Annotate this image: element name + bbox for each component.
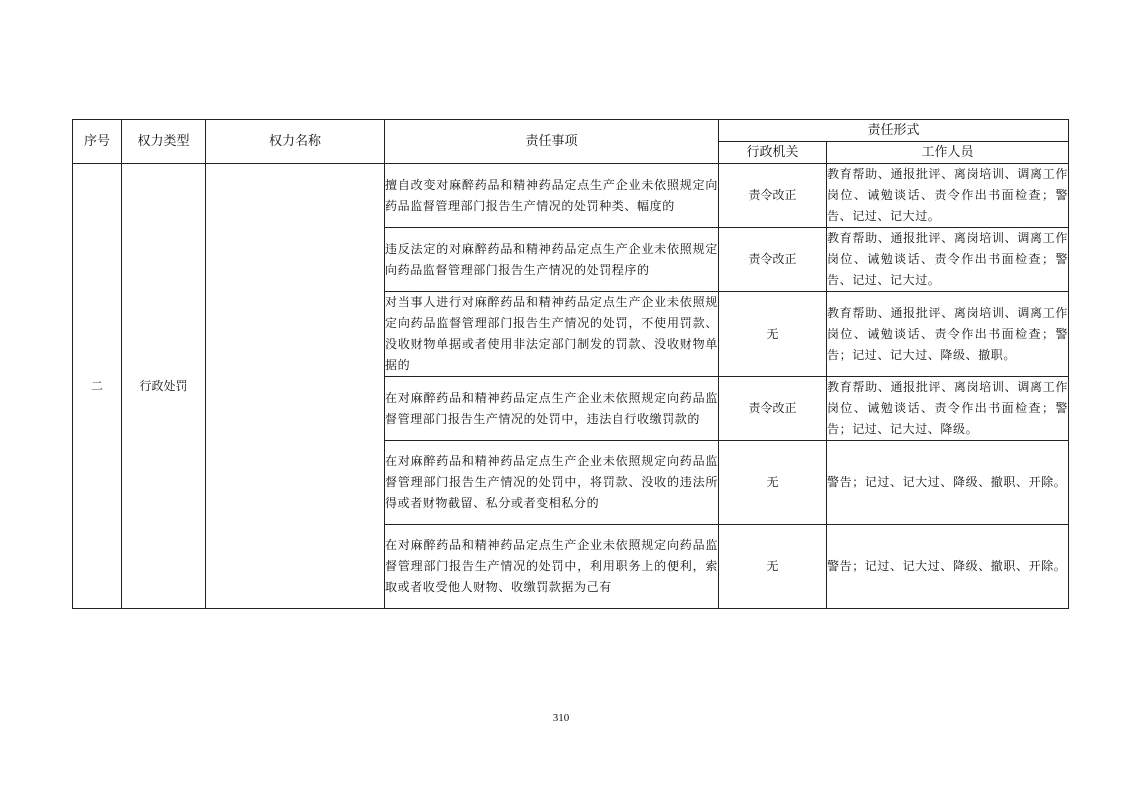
staff-cell: 教育帮助、通报批评、离岗培训、调离工作岗位、诫勉谈话、责令作出书面检查；警告、记过、记大过。 — [827, 228, 1069, 292]
header-power-type: 权力类型 — [122, 120, 206, 164]
header-responsibility-item: 责任事项 — [385, 120, 719, 164]
responsibility-item-cell: 擅自改变对麻醉药品和精神药品定点生产企业未依照规定向药品监督管理部门报告生产情况的处罚种类、幅度的 — [385, 164, 719, 228]
responsibility-table — [72, 119, 1069, 609]
responsibility-item-cell: 对当事人进行对麻醉药品和精神药品定点生产企业未依照规定向药品监督管理部门报告生产情况的处罚，不使用罚款、没收财物单据或者使用非法定部门制发的罚款、没收财物单据的 — [385, 292, 719, 377]
admin-agency-cell: 无 — [719, 292, 827, 377]
header-row-1 — [73, 120, 1069, 142]
responsibility-item-cell: 在对麻醉药品和精神药品定点生产企业未依照规定向药品监督管理部门报告生产情况的处罚中，利用职务上的便利，索取或者收受他人财物、收缴罚款据为己有 — [385, 525, 719, 609]
staff-cell: 教育帮助、通报批评、离岗培训、调离工作岗位、诫勉谈话、责令作出书面检查；警告；记过、记大过、降级、撤职。 — [827, 292, 1069, 377]
staff-cell: 教育帮助、通报批评、离岗培训、调离工作岗位、诫勉谈话、责令作出书面检查；警告；记过、记大过、降级。 — [827, 377, 1069, 441]
header-responsibility-form: 责任形式 — [719, 120, 1069, 142]
staff-cell: 教育帮助、通报批评、离岗培训、调离工作岗位、诫勉谈话、责令作出书面检查；警告、记过、记大过。 — [827, 164, 1069, 228]
responsibility-item-cell: 违反法定的对麻醉药品和精神药品定点生产企业未依照规定向药品监督管理部门报告生产情况的处罚程序的 — [385, 228, 719, 292]
staff-cell: 警告；记过、记大过、降级、撤职、开除。 — [827, 441, 1069, 525]
responsibility-item-cell: 在对麻醉药品和精神药品定点生产企业未依照规定向药品监督管理部门报告生产情况的处罚中，违法自行收缴罚款的 — [385, 377, 719, 441]
admin-agency-cell: 责令改正 — [719, 164, 827, 228]
admin-agency-cell: 责令改正 — [719, 228, 827, 292]
header-staff: 工作人员 — [827, 142, 1069, 164]
power-name-cell — [206, 164, 385, 609]
responsibility-item-cell: 在对麻醉药品和精神药品定点生产企业未依照规定向药品监督管理部门报告生产情况的处罚中，将罚款、没收的违法所得或者财物截留、私分或者变相私分的 — [385, 441, 719, 525]
header-power-name: 权力名称 — [206, 120, 385, 164]
staff-cell: 警告；记过、记大过、降级、撤职、开除。 — [827, 525, 1069, 609]
power-type-cell: 行政处罚 — [122, 164, 206, 609]
page-number: 310 — [552, 712, 570, 724]
admin-agency-cell: 无 — [719, 441, 827, 525]
header-seq: 序号 — [73, 120, 122, 164]
header-admin-agency: 行政机关 — [719, 142, 827, 164]
admin-agency-cell: 无 — [719, 525, 827, 609]
table-row — [73, 164, 1069, 228]
seq-cell: 二 — [73, 164, 122, 609]
admin-agency-cell: 责令改正 — [719, 377, 827, 441]
